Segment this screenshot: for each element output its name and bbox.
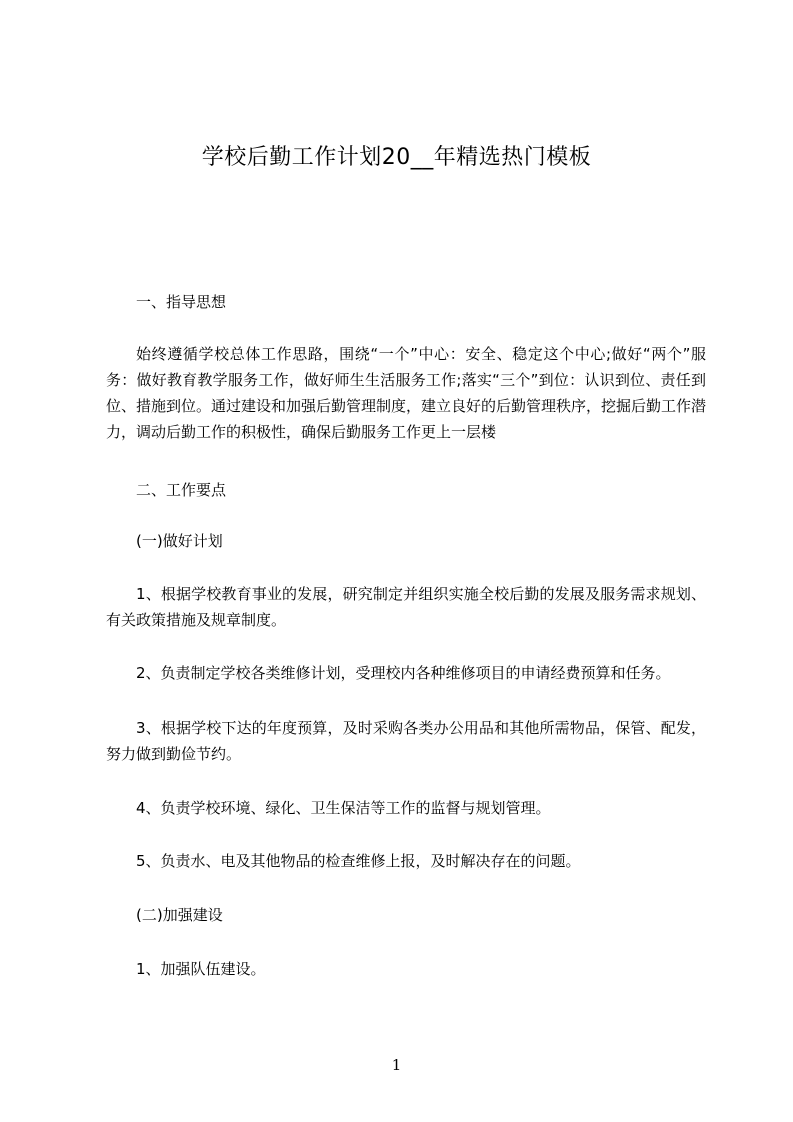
list-item: 3、根据学校下达的年度预算，及时采购各类办公用品和其他所需物品，保管、配发，努力做到勤俭节约。 (106, 719, 706, 763)
document-title: 学校后勤工作计划20__年精选热门模板 (201, 145, 592, 170)
section-heading-guiding-thought: 一、指导思想 (136, 293, 227, 311)
subsection-heading-construction: (二)加强建设 (136, 906, 223, 924)
list-item: 1、根据学校教育事业的发展，研究制定并组织实施全校后勤的发展及服务需求规划、有关政策措施及规章制度。 (106, 585, 706, 629)
list-item: 4、负责学校环境、绿化、卫生保洁等工作的监督与规划管理。 (136, 799, 551, 817)
page-number: 1 (391, 1056, 402, 1074)
list-item: 5、负责水、电及其他物品的检查维修上报，及时解决存在的问题。 (136, 852, 581, 870)
list-item: 2、负责制定学校各类维修计划，受理校内各种维修项目的申请经费预算和任务。 (136, 664, 671, 682)
list-item: 1、加强队伍建设。 (136, 960, 266, 978)
section-heading-work-points: 二、工作要点 (136, 481, 227, 499)
paragraph-guiding-thought: 始终遵循学校总体工作思路，围绕“一个”中心：安全、稳定这个中心;做好“两个”服务：做好教育教学服务工作，做好师生生活服务工作;落实“三个”到位：认识到位、责任到位、措施到位。通过建设和加强后勤管理制度，建立良好的后勤管理秩序，挖掘后勤工作潜力，调动后勤工作的积极性，确保后勤服务工作更上一层楼 (106, 345, 707, 441)
subsection-heading-plan: (一)做好计划 (136, 532, 223, 550)
